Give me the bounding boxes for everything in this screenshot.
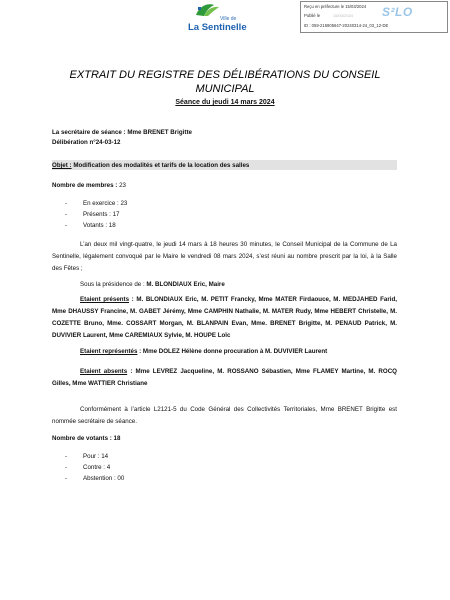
leaf-logo-icon — [194, 3, 220, 17]
bullet-dash: - — [65, 453, 68, 460]
absents-text: : Mme LEVREZ Jacqueline, M. ROSSANO Sébastien, Mme FLAMEY Martine, M. ROCQ Gilles, Mme WATTIER Christiane — [52, 368, 397, 387]
document-title-line1: EXTRAIT DU REGISTRE DES DÉLIBÉRATIONS DU CONSEIL — [69, 69, 381, 81]
presidence-value: M. BLONDIAUX Eric, Maire — [146, 281, 225, 288]
representes-paragraph — [52, 346, 397, 358]
stamp-published-date: 15/03/2024 — [333, 13, 354, 18]
deliberation-number: Délibération n°24-03-12 — [52, 139, 121, 146]
conformement-paragraph: Conformément à l’article L2121-5 du Code Général des Collectivités Territoriales, Mme BRENET Brigitte est nommée secrétaire de séance. — [52, 406, 397, 425]
objet-label: Objet : — [52, 162, 72, 169]
membres-votants: Votants : 18 — [83, 222, 116, 229]
absents-label: Etaient absents — [80, 368, 128, 375]
logo-town-name: La Sentinelle — [188, 22, 247, 33]
representes-label: Etaient représentés — [80, 348, 138, 355]
membres-line — [52, 182, 126, 189]
bullet-dash: - — [65, 200, 68, 207]
presidence-label: Sous la présidence de : — [80, 281, 147, 288]
votants-line: Nombre de votants : 18 — [52, 435, 121, 442]
document-title-line2: MUNICIPAL — [195, 83, 255, 95]
stamp-published: Publié le — [304, 13, 321, 18]
presents-label: Etaient présents — [80, 296, 130, 303]
bullet-dash: - — [65, 464, 68, 471]
vote-contre: Contre : 4 — [83, 464, 111, 471]
logo-caption: Ville de — [220, 16, 237, 22]
absents-paragraph — [52, 366, 397, 390]
intro-paragraph: L’an deux mil vingt-quatre, le jeudi 14 mars à 18 heures 30 minutes, le Conseil Municipal de la Commune de La Sentinelle, légalement convoqué par le Maire le vendredi 08 mars 2024, s’est réuni au nombre prescrit par la loi, à la Salle des Fêtes ; — [52, 241, 397, 272]
membres-value: 23 — [117, 182, 126, 189]
seance-date: Séance du jeudi 14 mars 2024 — [175, 99, 275, 106]
bullet-dash: - — [65, 475, 68, 482]
secretaire-line: La secrétaire de séance : Mme BRENET Brigitte — [52, 129, 192, 136]
objet-text: Modification des modalités et tarifs de la location des salles — [71, 162, 250, 169]
membres-en-exercice: En exercice : 23 — [83, 200, 128, 207]
membres-presents: Présents : 17 — [83, 211, 120, 218]
presidence-line — [80, 281, 225, 288]
representes-text: : Mme DOLEZ Hélène donne procuration à M. DUVIVIER Laurent — [137, 348, 328, 355]
slo-logo: S²LO — [382, 5, 413, 19]
town-logo — [186, 3, 252, 33]
presents-text: : M. BLONDIAUX Eric, M. PETIT Francky, Mme MATER Firdaouce, M. MEDJAHED Farid, Mme DHAUSSY Francine, M. GABET Jérémy, Mme CAMPHIN Nathalie, M. MATER Rudy, Mme HEBERT Christelle, M. COZETTE Bruno, Mme. COSSART Morgan, M. BLANPAIN Evan, Mme. BRENET Brigitte, M. PENAUD Patrick, M. DUVIVIER Laurent, Mme CAREMIAUX Sylvie, M. HOUPE Loïc — [52, 296, 397, 339]
prefecture-stamp — [300, 1, 448, 33]
bullet-dash: - — [65, 222, 68, 229]
objet-line — [52, 162, 249, 169]
vote-pour: Pour : 14 — [83, 453, 109, 460]
stamp-received: Reçu en préfecture le 15/03/2024 — [304, 4, 367, 9]
membres-label: Nombre de membres : — [52, 182, 118, 189]
presents-paragraph — [52, 294, 397, 342]
vote-abstention: Abstention : 00 — [83, 475, 125, 482]
bullet-dash: - — [65, 211, 68, 218]
stamp-id: ID : 059-215905647-20240314-24_03_12-DE — [304, 23, 389, 28]
